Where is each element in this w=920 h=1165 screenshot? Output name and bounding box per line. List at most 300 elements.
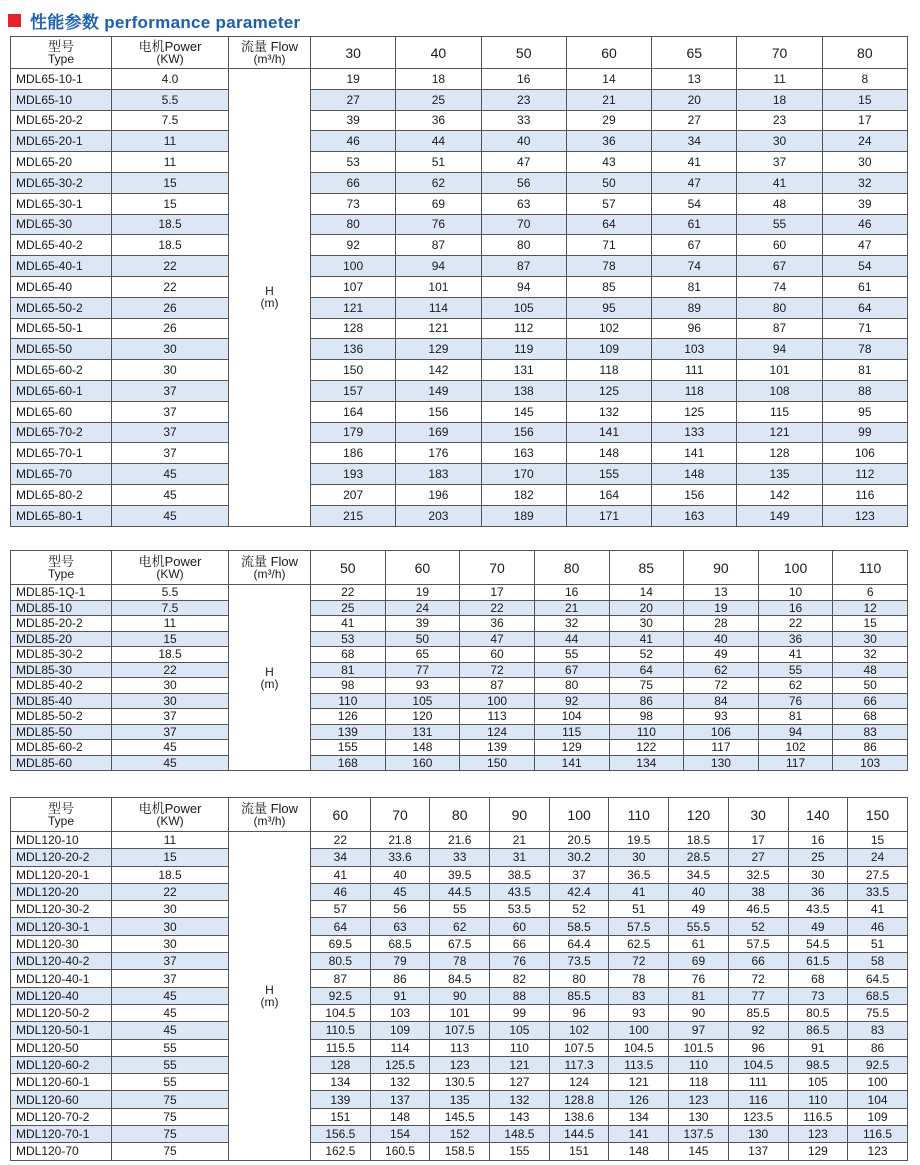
head-value-cell: 27 [652,110,737,131]
head-value-cell: 27 [311,89,396,110]
head-value-cell: 16 [788,832,848,849]
table-row [11,1108,908,1125]
head-value-cell: 125.5 [370,1056,430,1073]
power-cell: 45 [112,505,229,526]
head-value-cell: 43 [566,152,651,173]
head-value-cell: 137.5 [669,1126,729,1143]
head-value-cell: 118 [566,360,651,381]
head-value-cell: 51 [609,901,669,918]
header-type [11,37,112,69]
head-value-cell: 81 [669,987,729,1004]
flow-value-header: 100 [549,798,609,832]
head-value-cell: 33.5 [848,883,908,900]
head-value-cell: 56 [370,901,430,918]
head-value-cell: 19 [684,600,759,616]
power-cell: 26 [112,297,229,318]
head-value-cell: 55 [737,214,822,235]
head-value-cell: 113.5 [609,1056,669,1073]
head-value-cell: 30 [788,866,848,883]
model-cell: MDL85-50-2 [11,709,112,725]
head-value-cell: 32 [534,616,609,632]
head-value-cell: 135 [737,464,822,485]
model-cell: MDL120-60 [11,1091,112,1108]
head-value-cell: 62 [430,918,490,935]
head-value-cell: 107 [311,276,396,297]
head-value-cell: 91 [370,987,430,1004]
head-value-cell: 95 [566,297,651,318]
header-power [112,798,229,832]
head-value-cell: 46 [311,131,396,152]
head-value-cell: 17 [460,585,535,601]
head-value-cell: 37 [737,152,822,173]
head-value-cell: 53 [311,152,396,173]
head-value-cell: 148 [385,740,460,756]
head-value-cell: 16 [758,600,833,616]
head-value-cell: 28.5 [669,849,729,866]
head-value-cell: 99 [822,422,907,443]
head-unit-cell [229,69,311,527]
head-value-cell: 141 [534,755,609,771]
power-cell: 15 [112,193,229,214]
table-row [11,678,908,694]
model-cell: MDL120-70-1 [11,1126,112,1143]
head-value-cell: 97 [669,1022,729,1039]
head-value-cell: 163 [481,443,566,464]
power-cell: 45 [112,464,229,485]
head-value-cell: 121 [396,318,481,339]
head-value-cell: 69.5 [311,935,371,952]
head-value-cell: 104.5 [311,1004,371,1021]
model-cell: MDL120-50-1 [11,1022,112,1039]
model-cell: MDL120-60-2 [11,1056,112,1073]
head-value-cell: 136 [311,339,396,360]
head-value-cell: 6 [833,585,908,601]
head-value-cell: 123.5 [728,1108,788,1125]
flow-value-header: 120 [669,798,729,832]
head-value-cell: 74 [737,276,822,297]
head-value-cell: 90 [669,1004,729,1021]
power-cell: 7.5 [112,600,229,616]
head-value-cell: 87 [737,318,822,339]
table-row [11,1143,908,1160]
head-value-cell: 24 [822,131,907,152]
head-value-cell: 21.6 [430,832,490,849]
head-value-cell: 68.5 [848,987,908,1004]
head-value-cell: 72 [609,953,669,970]
head-symbol: H [265,664,274,679]
head-value-cell: 186 [311,443,396,464]
head-value-cell: 63 [370,918,430,935]
head-value-cell: 126 [609,1091,669,1108]
header-flow [229,798,311,832]
header-power-unit: (KW) [156,814,184,828]
flow-value-header: 140 [788,798,848,832]
head-value-cell: 66 [833,693,908,709]
header-power-label: 电机Power [138,39,202,54]
head-value-cell: 30 [833,631,908,647]
head-value-cell: 50 [385,631,460,647]
head-value-cell: 64 [822,297,907,318]
header-flow-label: 流量 Flow [240,801,299,816]
table-row [11,1074,908,1091]
flow-value-header: 50 [481,37,566,69]
model-cell: MDL65-70 [11,464,112,485]
head-value-cell: 81 [652,276,737,297]
head-value-cell: 72 [728,970,788,987]
head-value-cell: 61.5 [788,953,848,970]
head-value-cell: 66 [311,172,396,193]
head-value-cell: 128 [311,318,396,339]
head-value-cell: 15 [833,616,908,632]
head-value-cell: 51 [396,152,481,173]
head-value-cell: 138 [481,380,566,401]
head-value-cell: 132 [490,1091,550,1108]
head-value-cell: 130 [728,1126,788,1143]
head-value-cell: 85 [566,276,651,297]
header-flow-unit: (m³/h) [253,814,286,828]
head-value-cell: 62 [684,662,759,678]
head-value-cell: 21 [566,89,651,110]
flow-value-header: 60 [311,798,371,832]
head-value-cell: 98 [311,678,386,694]
head-value-cell: 49 [669,901,729,918]
head-value-cell: 19 [311,69,396,90]
model-cell: MDL120-50-2 [11,1004,112,1021]
head-value-cell: 75 [609,678,684,694]
performance-table-mdl120 [10,797,908,1161]
power-cell: 22 [112,662,229,678]
head-value-cell: 87 [396,235,481,256]
head-value-cell: 57 [566,193,651,214]
table-row [11,110,908,131]
head-value-cell: 19.5 [609,832,669,849]
head-value-cell: 68.5 [370,935,430,952]
table-row [11,464,908,485]
head-value-cell: 148.5 [490,1126,550,1143]
head-value-cell: 71 [566,235,651,256]
head-value-cell: 16 [481,69,566,90]
head-value-cell: 16 [534,585,609,601]
head-value-cell: 171 [566,505,651,526]
table-row [11,1022,908,1039]
head-value-cell: 30 [822,152,907,173]
head-value-cell: 160.5 [370,1143,430,1160]
head-value-cell: 132 [370,1074,430,1091]
head-value-cell: 60 [490,918,550,935]
head-value-cell: 101.5 [669,1039,729,1056]
head-value-cell: 123 [848,1143,908,1160]
power-cell: 18.5 [112,647,229,663]
table-row [11,585,908,601]
head-value-cell: 99 [490,1004,550,1021]
model-cell: MDL65-20-1 [11,131,112,152]
head-value-cell: 63 [481,193,566,214]
head-value-cell: 137 [370,1091,430,1108]
head-value-cell: 32 [833,647,908,663]
head-value-cell: 17 [728,832,788,849]
head-value-cell: 61 [822,276,907,297]
header-flow-label: 流量 Flow [240,39,299,54]
head-value-cell: 48 [833,662,908,678]
power-cell: 30 [112,935,229,952]
head-value-cell: 23 [737,110,822,131]
head-value-cell: 114 [370,1039,430,1056]
head-value-cell: 43.5 [490,883,550,900]
flow-value-header: 30 [311,37,396,69]
model-cell: MDL120-60-1 [11,1074,112,1091]
flow-value-header: 85 [609,551,684,585]
table-row [11,616,908,632]
head-value-cell: 163 [652,505,737,526]
head-value-cell: 142 [737,484,822,505]
head-value-cell: 115 [737,401,822,422]
flow-value-header: 60 [566,37,651,69]
model-cell: MDL120-30 [11,935,112,952]
head-value-cell: 75.5 [848,1004,908,1021]
head-value-cell: 104.5 [609,1039,669,1056]
model-cell: MDL85-20-2 [11,616,112,632]
power-cell: 7.5 [112,110,229,131]
head-value-cell: 149 [737,505,822,526]
head-unit: (m) [260,994,279,1009]
head-value-cell: 36 [460,616,535,632]
head-value-cell: 116 [728,1091,788,1108]
power-cell: 37 [112,443,229,464]
head-value-cell: 88 [822,380,907,401]
head-value-cell: 105 [385,693,460,709]
model-cell: MDL65-30-2 [11,172,112,193]
head-value-cell: 89 [652,297,737,318]
head-value-cell: 80 [534,678,609,694]
head-value-cell: 47 [822,235,907,256]
head-value-cell: 27 [728,849,788,866]
head-value-cell: 22 [758,616,833,632]
flow-value-header: 80 [822,37,907,69]
table-row [11,235,908,256]
power-cell: 37 [112,401,229,422]
model-cell: MDL65-40-1 [11,256,112,277]
head-value-cell: 144.5 [549,1126,609,1143]
power-cell: 22 [112,883,229,900]
head-value-cell: 80.5 [788,1004,848,1021]
head-value-cell: 67 [534,662,609,678]
head-value-cell: 13 [684,585,759,601]
flow-value-header: 70 [370,798,430,832]
head-value-cell: 105 [490,1022,550,1039]
head-value-cell: 42.4 [549,883,609,900]
head-value-cell: 80 [481,235,566,256]
header-type-cn: 型号 [47,801,74,816]
table-row [11,740,908,756]
model-cell: MDL120-40 [11,987,112,1004]
power-cell: 30 [112,918,229,935]
head-value-cell: 145.5 [430,1108,490,1125]
head-value-cell: 110.5 [311,1022,371,1039]
head-value-cell: 30 [609,849,669,866]
head-value-cell: 141 [609,1126,669,1143]
head-value-cell: 69 [396,193,481,214]
header-power [112,551,229,585]
head-value-cell: 145 [669,1143,729,1160]
head-value-cell: 41 [311,866,371,883]
model-cell: MDL85-40 [11,693,112,709]
model-cell: MDL85-60-2 [11,740,112,756]
power-cell: 37 [112,970,229,987]
head-unit: (m) [260,296,279,311]
head-value-cell: 77 [385,662,460,678]
head-value-cell: 128.8 [549,1091,609,1108]
head-value-cell: 56 [481,172,566,193]
head-value-cell: 155 [311,740,386,756]
head-value-cell: 57.5 [728,935,788,952]
head-value-cell: 14 [566,69,651,90]
power-cell: 4.0 [112,69,229,90]
power-cell: 30 [112,901,229,918]
table-row [11,443,908,464]
head-value-cell: 103 [370,1004,430,1021]
power-cell: 75 [112,1091,229,1108]
header-type-cn: 型号 [47,554,74,569]
head-value-cell: 92 [311,235,396,256]
head-value-cell: 80 [737,297,822,318]
head-value-cell: 189 [481,505,566,526]
head-value-cell: 51 [848,935,908,952]
head-value-cell: 151 [549,1143,609,1160]
table-row [11,214,908,235]
head-value-cell: 62 [396,172,481,193]
head-value-cell: 113 [460,709,535,725]
head-value-cell: 48 [737,193,822,214]
head-value-cell: 100 [609,1022,669,1039]
head-value-cell: 81 [758,709,833,725]
head-value-cell: 116.5 [848,1126,908,1143]
model-cell: MDL85-30-2 [11,647,112,663]
head-value-cell: 47 [652,172,737,193]
head-value-cell: 61 [669,935,729,952]
table-row [11,849,908,866]
head-value-cell: 18.5 [669,832,729,849]
head-value-cell: 103 [652,339,737,360]
head-value-cell: 41 [652,152,737,173]
power-cell: 37 [112,953,229,970]
head-value-cell: 93 [609,1004,669,1021]
head-value-cell: 33.6 [370,849,430,866]
table-row [11,360,908,381]
head-value-cell: 54 [652,193,737,214]
flow-value-header: 150 [848,798,908,832]
table-row [11,901,908,918]
head-value-cell: 44 [534,631,609,647]
power-cell: 75 [112,1126,229,1143]
head-value-cell: 52 [728,918,788,935]
head-value-cell: 39.5 [430,866,490,883]
head-value-cell: 46 [848,918,908,935]
head-value-cell: 38.5 [490,866,550,883]
head-value-cell: 22 [460,600,535,616]
head-value-cell: 27.5 [848,866,908,883]
table-header-row [11,551,908,585]
head-value-cell: 70 [481,214,566,235]
head-value-cell: 86 [848,1039,908,1056]
head-value-cell: 110 [669,1056,729,1073]
head-value-cell: 115.5 [311,1039,371,1056]
head-value-cell: 98.5 [788,1056,848,1073]
model-cell: MDL120-40-1 [11,970,112,987]
head-value-cell: 41 [311,616,386,632]
table-row [11,987,908,1004]
head-value-cell: 20 [609,600,684,616]
head-value-cell: 46.5 [728,901,788,918]
head-value-cell: 30 [609,616,684,632]
power-cell: 37 [112,380,229,401]
power-cell: 45 [112,740,229,756]
head-value-cell: 113 [430,1039,490,1056]
head-value-cell: 87 [311,970,371,987]
head-value-cell: 41 [609,631,684,647]
head-value-cell: 168 [311,755,386,771]
model-cell: MDL65-60-1 [11,380,112,401]
head-value-cell: 77 [728,987,788,1004]
head-value-cell: 85.5 [728,1004,788,1021]
flow-value-header: 90 [684,551,759,585]
head-value-cell: 123 [822,505,907,526]
head-value-cell: 33 [481,110,566,131]
head-value-cell: 30 [737,131,822,152]
power-cell: 18.5 [112,235,229,256]
head-value-cell: 92 [728,1022,788,1039]
head-value-cell: 111 [652,360,737,381]
head-value-cell: 55.5 [669,918,729,935]
table-row [11,1091,908,1108]
head-value-cell: 18 [396,69,481,90]
header-flow-unit: (m³/h) [253,52,286,66]
head-value-cell: 64.4 [549,935,609,952]
head-value-cell: 169 [396,422,481,443]
flow-value-header: 30 [728,798,788,832]
flow-value-header: 60 [385,551,460,585]
head-value-cell: 29 [566,110,651,131]
power-cell: 30 [112,360,229,381]
head-value-cell: 41 [758,647,833,663]
power-cell: 11 [112,152,229,173]
head-value-cell: 68 [833,709,908,725]
table-row [11,935,908,952]
head-value-cell: 123 [788,1126,848,1143]
power-cell: 75 [112,1108,229,1125]
head-value-cell: 68 [788,970,848,987]
head-value-cell: 34 [311,849,371,866]
table-row [11,1056,908,1073]
header-flow [229,37,311,69]
head-symbol: H [265,982,274,997]
head-value-cell: 22 [311,832,371,849]
head-value-cell: 21 [534,600,609,616]
head-value-cell: 134 [609,1108,669,1125]
head-value-cell: 164 [566,484,651,505]
head-value-cell: 183 [396,464,481,485]
power-cell: 30 [112,339,229,360]
head-value-cell: 18 [737,89,822,110]
head-value-cell: 103 [833,755,908,771]
head-value-cell: 170 [481,464,566,485]
head-value-cell: 141 [566,422,651,443]
head-value-cell: 156.5 [311,1126,371,1143]
head-value-cell: 96 [549,1004,609,1021]
table-row [11,724,908,740]
head-value-cell: 182 [481,484,566,505]
head-value-cell: 112 [481,318,566,339]
head-value-cell: 66 [728,953,788,970]
